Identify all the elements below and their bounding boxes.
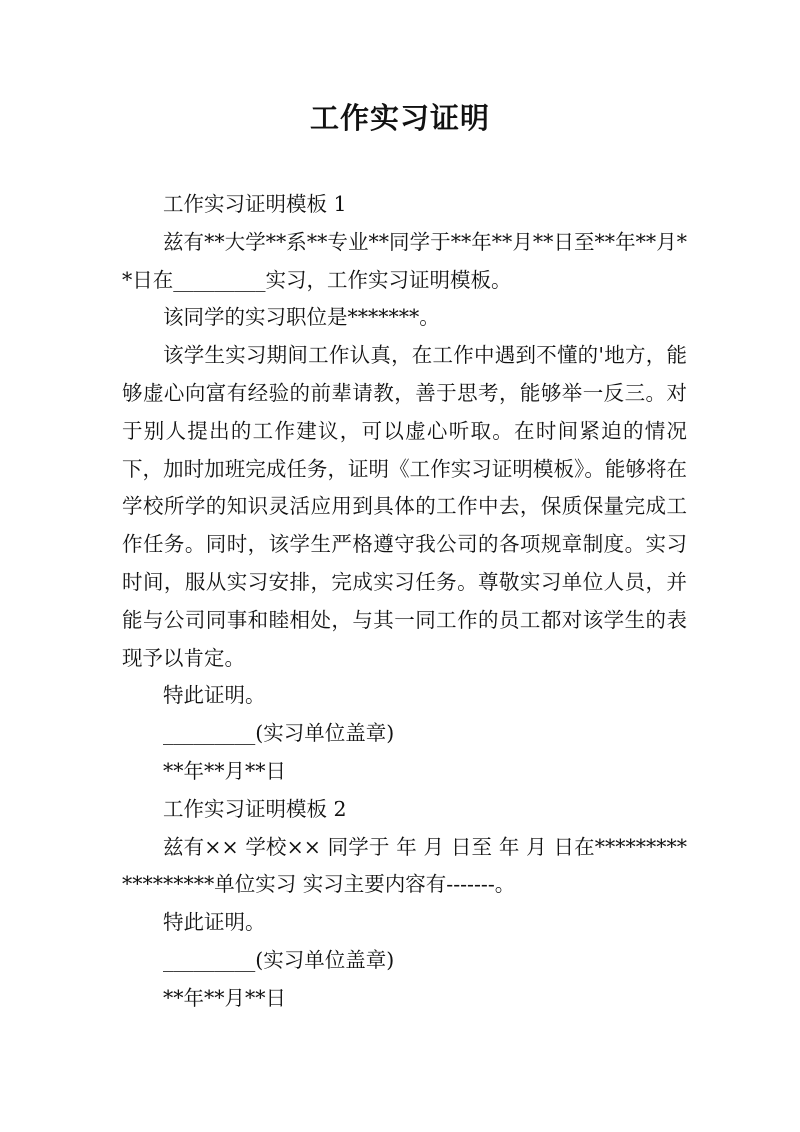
template-2-heading: 工作实习证明模板 2 bbox=[163, 796, 347, 821]
template-2-intro-paragraph: 兹有×× 学校×× 同学于 年 月 日至 年 月 日在******************单位实习 实习主要内容有-------。 bbox=[122, 834, 687, 897]
document-body bbox=[122, 186, 687, 1018]
template-2-date-line: **年**月**日 bbox=[163, 985, 286, 1010]
template-1-position-paragraph: 该同学的实习职位是*******。 bbox=[163, 305, 440, 330]
template-1-date-line: **年**月**日 bbox=[163, 758, 286, 783]
template-1-evaluation-paragraph: 该学生实习期间工作认真，在工作中遇到不懂的'地方，能够虚心向富有经验的前辈请教，善于思考，能够举一反三。对于别人提出的工作建议，可以虚心听取。在时间紧迫的情况下，加时加班完成任务，证明《工作实习证明模板》。能够将在学校所学的知识灵活应用到具体的工作中去，保质保量完成工作任务。同时，该学生严格遵守我公司的各项规章制度。实习时间，服从实习安排，完成实习任务。尊敬实习单位人员，并能与公司同事和睦相处，与其一同工作的员工都对该学生的表现予以肯定。 bbox=[122, 343, 687, 670]
template-2-stamp-line: _________(实习单位盖章) bbox=[163, 947, 395, 972]
document-title: 工作实习证明 bbox=[309, 101, 490, 135]
template-1-intro-paragraph: 兹有**大学**系**专业**同学于**年**月**日至**年**月**日在_________实习，工作实习证明模板。 bbox=[122, 229, 687, 292]
template-1-heading: 工作实习证明模板 1 bbox=[163, 192, 347, 216]
template-2-closing: 特此证明。 bbox=[163, 910, 266, 935]
template-1-closing: 特此证明。 bbox=[163, 683, 266, 708]
template-1-stamp-line: _________(实习单位盖章) bbox=[163, 721, 395, 746]
